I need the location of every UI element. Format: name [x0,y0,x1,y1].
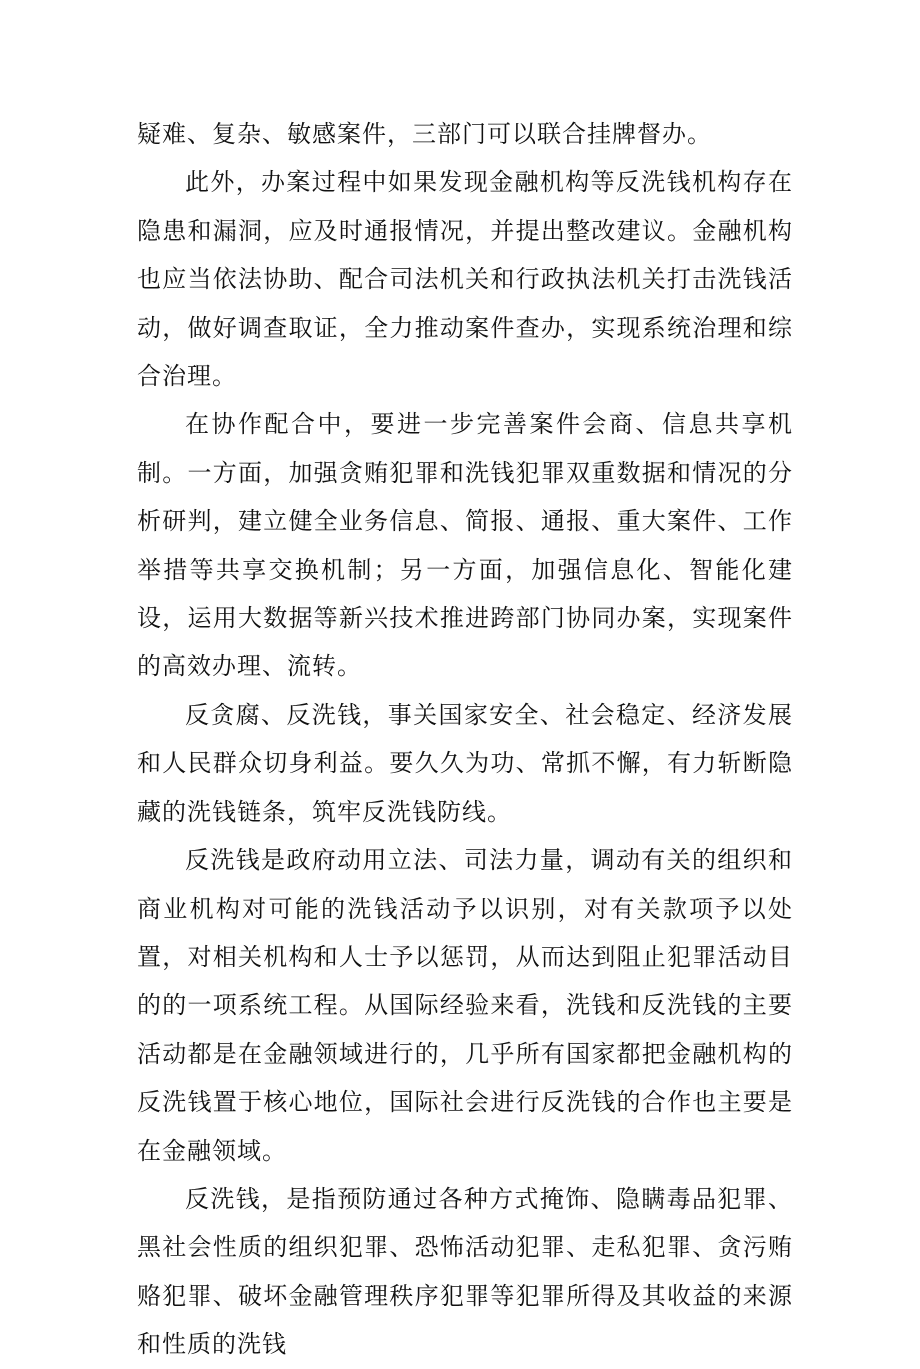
document-body [137,110,793,1369]
paragraph: 此外，办案过程中如果发现金融机构等反洗钱机构存在隐患和漏洞，应及时通报情况，并提出整改建议。金融机构也应当依法协助、配合司法机关和行政执法机关打击洗钱活动，做好调查取证，全力推动案件查办，实现系统治理和综合治理。 [137,168,793,391]
paragraph: 反洗钱，是指预防通过各种方式掩饰、隐瞒毒品犯罪、黑社会性质的组织犯罪、恐怖活动犯罪、走私犯罪、贪污贿赂犯罪、破坏金融管理秩序犯罪等犯罪所得及其收益的来源和性质的洗钱 [137,1184,793,1359]
paragraph: 反贪腐、反洗钱，事关国家安全、社会稳定、经济发展和人民群众切身利益。要久久为功、常抓不懈，有力斩断隐藏的洗钱链条，筑牢反洗钱防线。 [137,700,793,826]
paragraph: 疑难、复杂、敏感案件，三部门可以联合挂牌督办。 [137,120,712,148]
paragraph: 在协作配合中，要进一步完善案件会商、信息共享机制。一方面，加强贪贿犯罪和洗钱犯罪双重数据和情况的分析研判，建立健全业务信息、简报、通报、重大案件、工作举措等共享交换机制；另一方面，加强信息化、智能化建设，运用大数据等新兴技术推进跨部门协同办案，实现案件的高效办理、流转。 [137,410,793,681]
paragraph: 反洗钱是政府动用立法、司法力量，调动有关的组织和商业机构对可能的洗钱活动予以识别，对有关款项予以处置，对相关机构和人士予以惩罚，从而达到阻止犯罪活动目的的一项系统工程。从国际经验来看，洗钱和反洗钱的主要活动都是在金融领域进行的，几乎所有国家都把金融机构的反洗钱置于核心地位，国际社会进行反洗钱的合作也主要是在金融领域。 [137,846,793,1165]
